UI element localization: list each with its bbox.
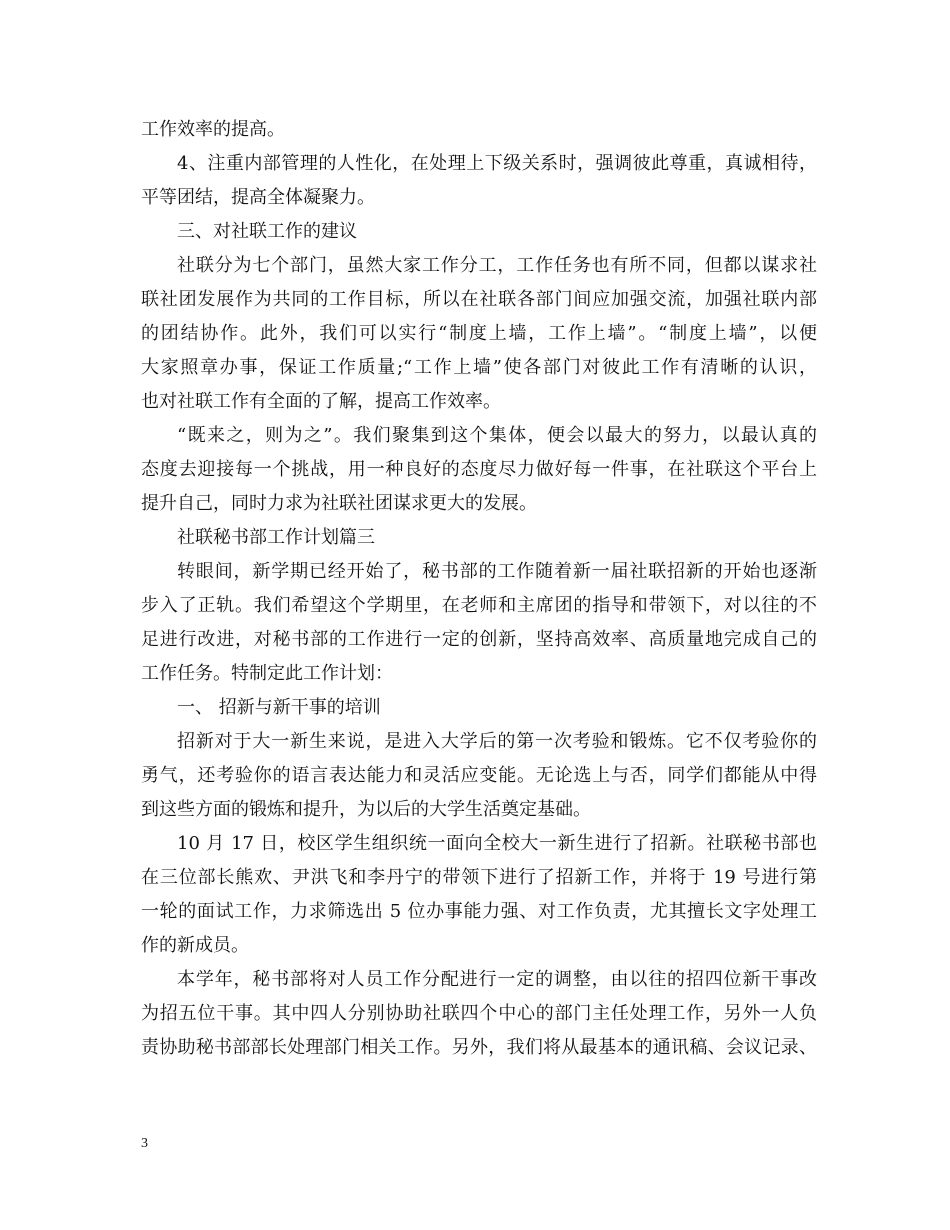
text-line: 一、 招新与新干事的培训: [177, 697, 381, 718]
text-line: 到这些方面的锻炼和提升，为以后的大学生活奠定基础。: [141, 799, 591, 820]
document-body: [141, 113, 817, 1065]
text-line: 为招五位干事。其中四人分别协助社联四个中心的部门主任处理工作，另外一人负: [141, 1003, 817, 1024]
text-line: 工作效率的提高。: [141, 119, 285, 140]
text-line: 招新对于大一新生来说，是进入大学后的第一次考验和锻炼。它不仅考验你的: [177, 731, 817, 752]
text-line: 社联分为七个部门，虽然大家工作分工，工作任务也有所不同，但都以谋求社: [177, 255, 817, 276]
text-line: 也对社联工作有全面的了解，提高工作效率。: [141, 391, 501, 412]
text-line: 的团结协作。此外，我们可以实行“制度上墙，工作上墙”。“制度上墙”，以便: [141, 323, 817, 344]
text-line: 勇气，还考验你的语言表达能力和灵活应变能。无论选上与否，同学们都能从中得: [141, 765, 817, 786]
text-line: 转眼间，新学期已经开始了，秘书部的工作随着新一届社联招新的开始也逐渐: [177, 561, 817, 582]
text-line: 提升自己，同时力求为社联社团谋求更大的发展。: [141, 493, 537, 514]
text-line: 在三位部长熊欢、尹洪飞和李丹宁的带领下进行了招新工作，并将于 19 号进行第: [141, 867, 817, 888]
text-line: 工作任务。特制定此工作计划：: [141, 663, 393, 684]
text-line: 三、对社联工作的建议: [177, 221, 357, 242]
text-line: 4、注重内部管理的人性化，在处理上下级关系时，强调彼此尊重，真诚相待，: [177, 153, 817, 174]
text-line: “既来之，则为之”。我们聚集到这个集体，便会以最大的努力，以最认真的: [177, 425, 817, 446]
text-line: 10 月 17 日，校区学生组织统一面向全校大一新生进行了招新。社联秘书部也: [177, 833, 817, 854]
page-number: 3: [141, 1136, 148, 1151]
text-line: 步入了正轨。我们希望这个学期里，在老师和主席团的指导和带领下，对以往的不: [141, 595, 817, 616]
text-line: 责协助秘书部部长处理部门相关工作。另外，我们将从最基本的通讯稿、会议记录、: [141, 1037, 817, 1058]
text-line: 社联秘书部工作计划篇三: [177, 527, 375, 548]
text-line: 足进行改进，对秘书部的工作进行一定的创新，坚持高效率、高质量地完成自己的: [141, 629, 817, 650]
text-line: 态度去迎接每一个挑战，用一种良好的态度尽力做好每一件事，在社联这个平台上: [141, 459, 817, 480]
text-line: 平等团结，提高全体凝聚力。: [141, 187, 375, 208]
text-line: 一轮的面试工作，力求筛选出 5 位办事能力强、对工作负责，尤其擅长文字处理工: [141, 901, 817, 922]
text-line: 作的新成员。: [141, 935, 249, 956]
text-line: 联社团发展作为共同的工作目标，所以在社联各部门间应加强交流，加强社联内部: [141, 289, 817, 310]
text-line: 大家照章办事，保证工作质量;“工作上墙”使各部门对彼此工作有清晰的认识，: [141, 357, 817, 378]
text-line: 本学年，秘书部将对人员工作分配进行一定的调整，由以往的招四位新干事改: [177, 969, 817, 990]
